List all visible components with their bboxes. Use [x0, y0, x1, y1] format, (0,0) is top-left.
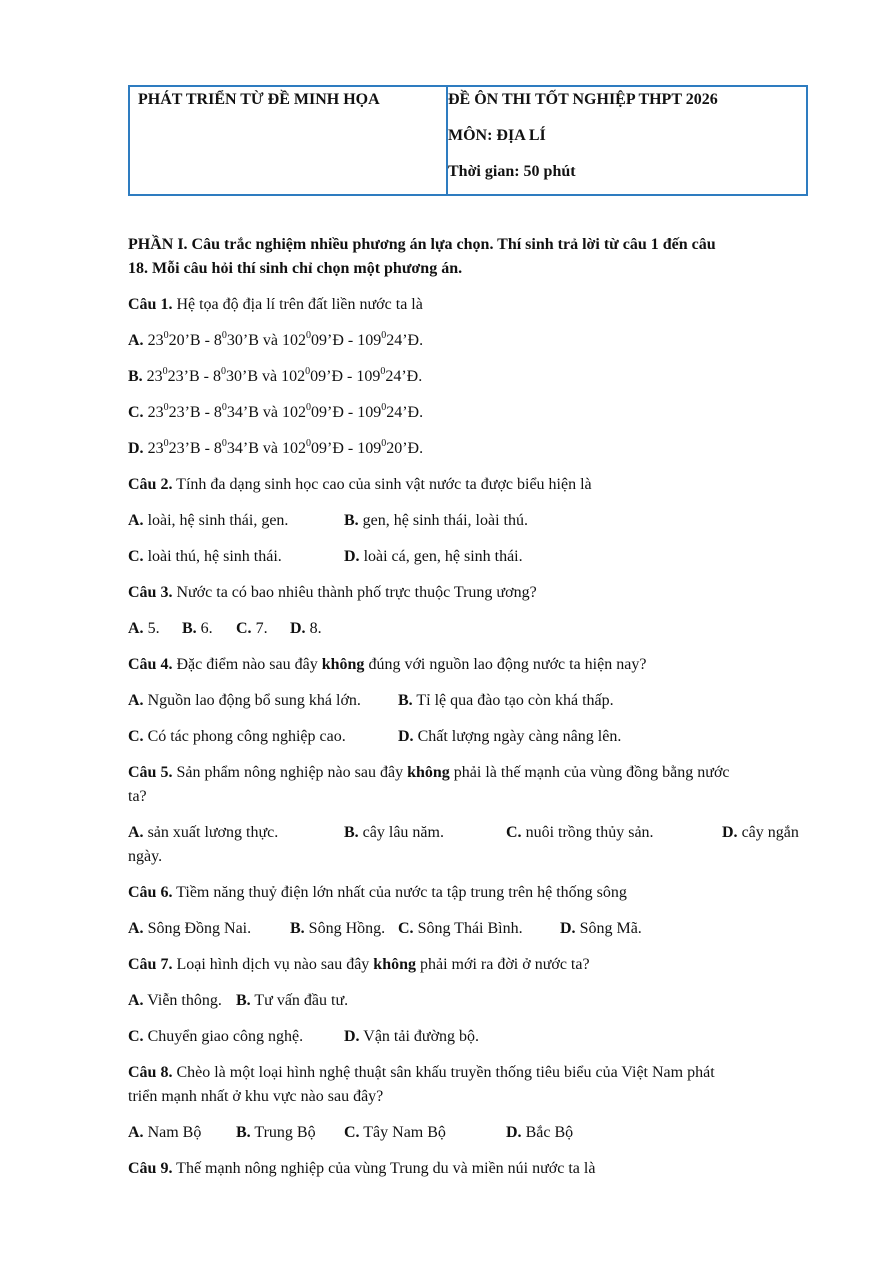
q5-option-b: B. cây lâu năm. [344, 824, 444, 841]
question-1: Câu 1. Hệ tọa độ địa lí trên đất liền nước ta là [128, 296, 423, 313]
question-8-cont: triển mạnh nhất ở khu vực nào sau đây? [128, 1088, 384, 1105]
q7-options-row1 [128, 989, 812, 1013]
q3-options [128, 617, 812, 641]
q4-option-b: B. Tỉ lệ qua đào tạo còn khá thấp. [398, 692, 614, 709]
q8-option-d: D. Bắc Bộ [506, 1124, 574, 1141]
header-origin: PHÁT TRIỂN TỪ ĐỀ MINH HỌA [138, 91, 380, 108]
q5-option-d-cont: ngày. [128, 848, 163, 865]
header-left-cell [130, 87, 448, 194]
q8-option-c: C. Tây Nam Bộ [344, 1124, 446, 1141]
header-right-cell [448, 87, 806, 194]
q6-option-d: D. Sông Mã. [560, 920, 642, 937]
exam-subject: MÔN: ĐỊA LÍ [448, 127, 546, 144]
q2-option-d: D. loài cá, gen, hệ sinh thái. [344, 548, 523, 565]
q1-option-a: A. $23^020’B$ - $8^030’B$ và $102^009’Đ$ - $109^024’Đ$. [128, 330, 424, 349]
q2-options-row2 [128, 545, 812, 569]
q4-option-a: A. Nguồn lao động bổ sung khá lớn. [128, 692, 361, 709]
q4-options-row2 [128, 725, 812, 749]
q3-option-d: D. 8. [290, 620, 322, 637]
question-7: Câu 7. Loại hình dịch vụ nào sau đây không phải mới ra đời ở nước ta? [128, 956, 590, 973]
exam-time: Thời gian: 50 phút [448, 163, 576, 180]
section-title-line1: PHẦN I. Câu trắc nghiệm nhiều phương án lựa chọn. Thí sinh trả lời từ câu 1 đến câu [128, 236, 716, 253]
question-5: Câu 5. Sản phẩm nông nghiệp nào sau đây không phải là thế mạnh của vùng đồng bằng nước [128, 764, 730, 781]
section-title-line2: 18. Mỗi câu hỏi thí sinh chỉ chọn một phương án. [128, 260, 463, 277]
q4-option-d: D. Chất lượng ngày càng nâng lên. [398, 728, 622, 745]
q6-option-b: B. Sông Hồng. [290, 920, 386, 937]
q7-options-row2 [128, 1025, 812, 1049]
q5-option-d: D. cây ngắn [722, 824, 799, 841]
q2-options-row1 [128, 509, 812, 533]
q7-option-c: C. Chuyển giao công nghệ. [128, 1028, 304, 1045]
q2-option-b: B. gen, hệ sinh thái, loài thú. [344, 512, 528, 529]
q1-option-b: B. $23^023’B$ - $8^030’B$ và $102^009’Đ$ - $109^024’Đ$. [128, 366, 423, 385]
q6-option-c: C. Sông Thái Bình. [398, 920, 523, 937]
header-table [128, 85, 808, 196]
q4-option-c: C. Có tác phong công nghiệp cao. [128, 728, 346, 745]
question-4: Câu 4. Đặc điểm nào sau đây không đúng với nguồn lao động nước ta hiện nay? [128, 656, 647, 673]
q8-option-b: B. Trung Bộ [236, 1124, 316, 1141]
q6-options [128, 917, 812, 941]
question-9: Câu 9. Thế mạnh nông nghiệp của vùng Trung du và miền núi nước ta là [128, 1160, 596, 1177]
q5-options [128, 821, 812, 845]
q7-option-a: A. Viễn thông. [128, 992, 222, 1009]
question-3: Câu 3. Nước ta có bao nhiêu thành phố trực thuộc Trung ương? [128, 584, 537, 601]
q8-options [128, 1121, 812, 1145]
question-8: Câu 8. Chèo là một loại hình nghệ thuật sân khấu truyền thống tiêu biểu của Việt Nam phát [128, 1064, 715, 1081]
q3-option-c: C. 7. [236, 620, 268, 637]
exam-title: ĐỀ ÔN THI TỐT NGHIỆP THPT 2026 [448, 91, 718, 108]
q1-option-d: D. $23^023’B$ - $8^034’B$ và $102^009’Đ$ - $109^020’Đ$. [128, 438, 424, 457]
q7-option-d: D. Vận tải đường bộ. [344, 1028, 480, 1045]
q5-option-c: C. nuôi trồng thủy sản. [506, 824, 654, 841]
question-2: Câu 2. Tính đa dạng sinh học cao của sinh vật nước ta được biểu hiện là [128, 476, 592, 493]
q7-option-b: B. Tư vấn đầu tư. [236, 992, 349, 1009]
q8-option-a: A. Nam Bộ [128, 1124, 202, 1141]
q3-option-b: B. 6. [182, 620, 213, 637]
q3-option-a: A. 5. [128, 620, 160, 637]
q1-option-c: C. $23^023’B$ - $8^034’B$ và $102^009’Đ$ - $109^024’Đ$. [128, 402, 424, 421]
question-6: Câu 6. Tiềm năng thuỷ điện lớn nhất của nước ta tập trung trên hệ thống sông [128, 884, 627, 901]
question-5-cont: ta? [128, 788, 147, 805]
q2-option-c: C. loài thú, hệ sinh thái. [128, 548, 282, 565]
q6-option-a: A. Sông Đồng Nai. [128, 920, 252, 937]
q4-options-row1 [128, 689, 812, 713]
q2-option-a: A. loài, hệ sinh thái, gen. [128, 512, 289, 529]
q5-option-a: A. sản xuất lương thực. [128, 824, 279, 841]
